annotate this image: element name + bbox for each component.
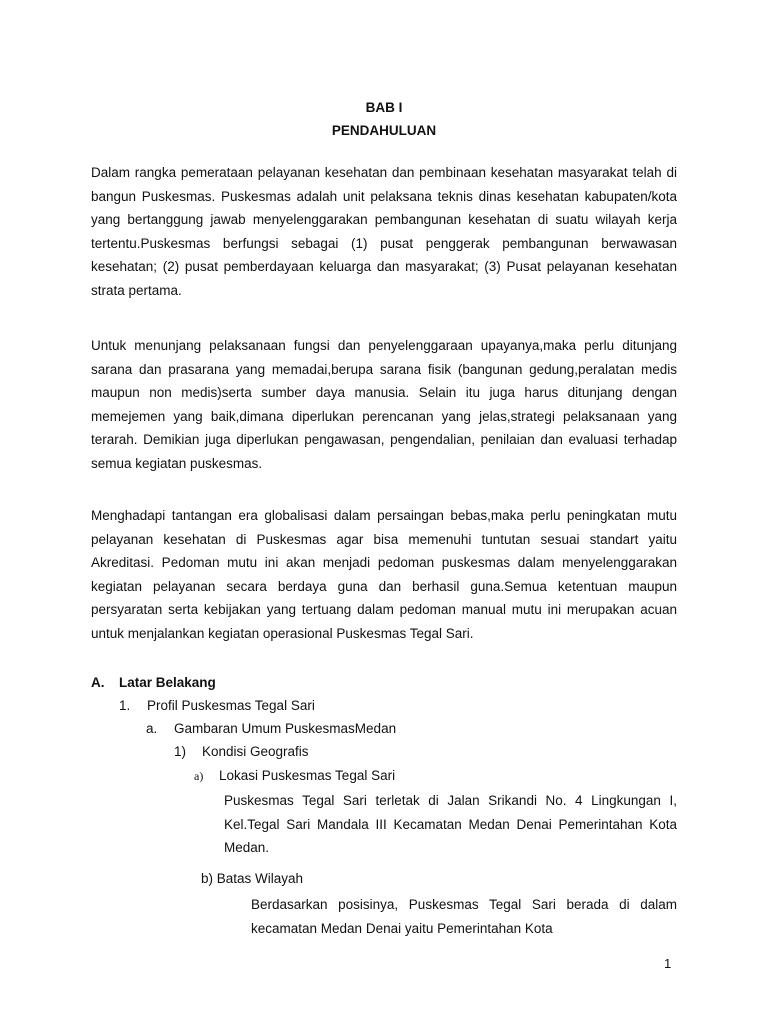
lokasi-paragraph: Puskesmas Tegal Sari terletak di Jalan Srikandi No. 4 Lingkungan I, Kel.Tegal Sari Mandala III Kecamatan Medan Denai Pemerintahan Kota Medan. [224,793,677,855]
list-item-title: Kondisi Geografis [202,744,309,759]
list-marker: a) [194,769,204,783]
list-marker: a. [146,721,158,736]
batas-wilayah-paragraph: Berdasarkan posisinya, Puskesmas Tegal Sari berada di dalam kecamatan Medan Denai yaitu Pemerintahan Kota [251,897,677,936]
section-heading-latar-belakang [91,675,216,690]
list-item-batas-wilayah: b) Batas Wilayah [201,871,304,886]
section-marker: A. [91,675,105,690]
list-item-title: Lokasi Puskesmas Tegal Sari [219,768,396,783]
list-marker: 1. [119,698,131,713]
chapter-number: BAB I [365,100,403,115]
list-item-gambaran-umum [146,721,396,736]
list-item-lokasi [194,768,395,784]
list-item-profil [119,698,315,713]
list-item-title: Gambaran Umum PuskesmasMedan [174,721,397,736]
page-number: 1 [664,956,672,971]
paragraph-1: Dalam rangka pemerataan pelayanan kesehatan dan pembinaan kesehatan masyarakat telah di bangun Puskesmas. Puskesmas adalah unit pelaksana teknis dinas kesehatan kabupaten/kota yang bertanggung jawab menyelenggarakan pembangunan kesehatan di suatu wilayah kerja tertentu.Puskesmas berfungsi sebagai (1) pusat penggerak pembangunan berwawasan kesehatan; (2) pusat pemberdayaan keluarga dan masyarakat; (3) Pusat pelayanan kesehatan strata pertama. [91,165,677,298]
list-item-title: Profil Puskesmas Tegal Sari [147,698,315,713]
paragraph-3: Menghadapi tantangan era globalisasi dalam persaingan bebas,maka perlu peningkatan mutu pelayanan kesehatan di Puskesmas agar bisa memenuhi tuntutan sesuai standart yaitu Akreditasi. Pedoman mutu ini akan menjadi pedoman puskesmas dalam menyelenggarakan kegiatan pelayanan secara berdaya guna dan berhasil guna.Semua ketentuan maupun persyaratan serta kebijakan yang tertuang dalam pedoman manual mutu ini merupakan acuan untuk menjalankan kegiatan operasional Puskesmas Tegal Sari. [91,508,677,641]
list-item-kondisi-geografis [174,744,309,759]
chapter-title: PENDAHULUAN [331,123,437,138]
section-title: Latar Belakang [119,675,216,690]
list-marker: 1) [174,744,187,759]
paragraph-2: Untuk menunjang pelaksanaan fungsi dan penyelenggaraan upayanya,maka perlu ditunjang sarana dan prasarana yang memadai,berupa sarana fisik (bangunan gedung,peralatan medis maupun non medis)serta sumber daya manusia. Selain itu juga harus ditunjang dengan memejemen yang baik,dimana diperlukan perencanan yang jelas,strategi pelaksanaan yang terarah. Demikian juga diperlukan pengawasan, pengendalian, penilaian dan evaluasi terhadap semua kegiatan puskesmas. [91,338,677,471]
